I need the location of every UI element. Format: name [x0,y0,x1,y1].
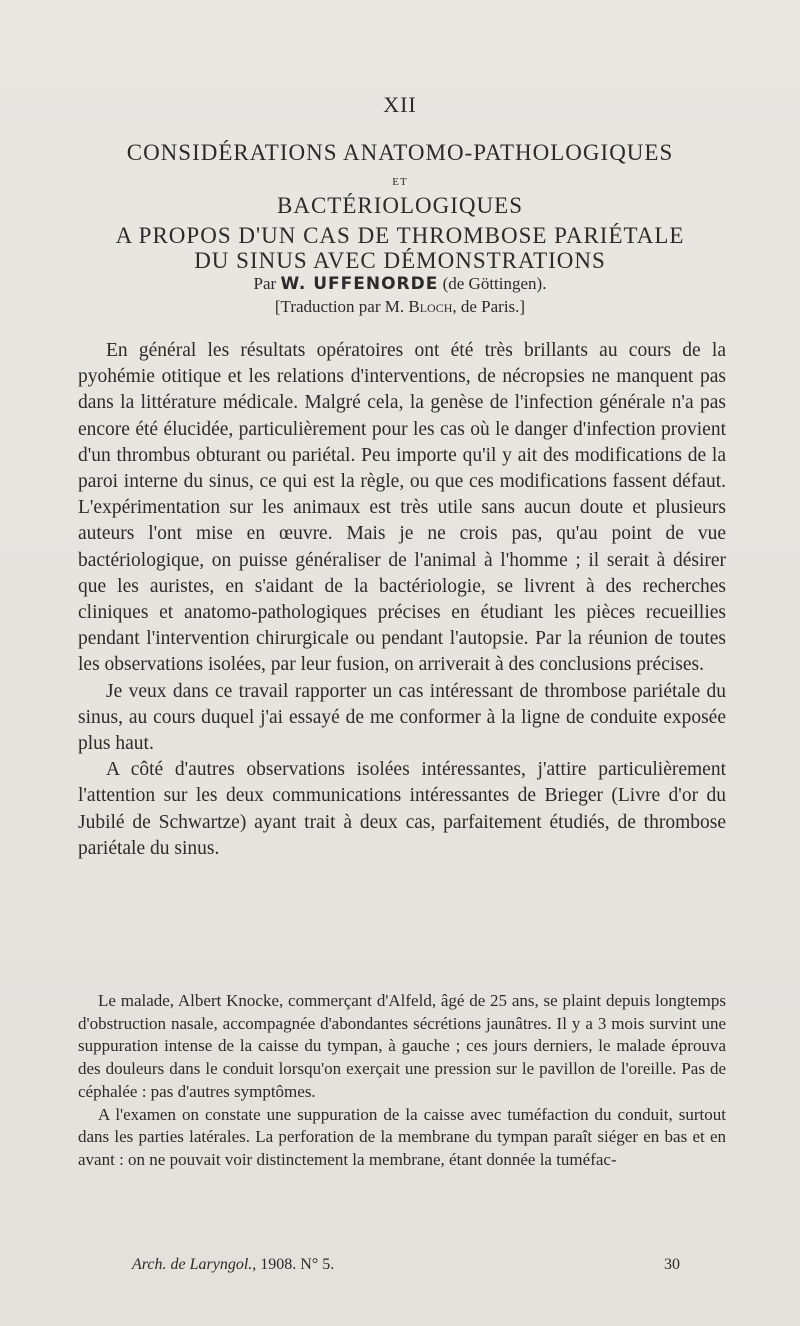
body-paragraph-1: En général les résultats opératoires ont été très brillants au cours de la pyohémie otitique et les relations d'interventions, de nécropsies ne manquent pas dans la littérature médicale. Malgré cela, la genèse de l'infection générale n'a pas encore été élucidée, particulièrement pour les cas où le danger d'infection provient d'un thrombus obturant ou pariétal. Peu importe qu'il y ait des modifications de la paroi interne du sinus, ce qui est la règle, ou que ces modifications fassent défaut. L'expérimentation sur les animaux est très utile sans aucun doute et plusieurs auteurs l'ont mise en œuvre. Mais je ne crois pas, qu'au point de vue bactériologique, on puisse généraliser de l'animal à l'homme ; il serait à désirer que les auristes, en s'aidant de la bactériologie, se livrent à des recherches cliniques et anatomo-pathologiques précises en étudiant les pièces recueillies pendant l'intervention chirurgicale ou pendant l'autopsie. Par la réunion de toutes les observations isolées, par leur fusion, on arriverait à des conclusions précises. [78,340,726,676]
title-line-1: CONSIDÉRATIONS ANATOMO-PATHOLOGIQUES [126,140,674,165]
journal-citation [132,1256,334,1274]
case-paragraph-1: Le malade, Albert Knocke, commerçant d'Alfeld, âgé de 25 ans, se plaint depuis longtemps d'obstruction nasale, accompagnée d'abondantes sécrétions jaunâtres. Il y a 3 mois survint une suppuration intense de la caisse du tympan, à gauche ; ces jours derniers, le malade éprouva des douleurs dans le conduit lorsqu'on exerçait une pression sur le pavillon de l'oreille. Pas de céphalée : pas d'autres symptômes. [78,991,726,1101]
byline [60,274,740,294]
title-line-4: DU SINUS AVEC DÉMONSTRATIONS [194,248,606,273]
title-conjunction: ET [392,176,408,188]
translation-credit [60,297,740,317]
body-text [78,338,726,862]
translation-suffix: , de Paris.] [452,297,526,316]
translator-name: Bloch [408,297,453,316]
journal-issue: , 1908. N° 5. [252,1256,335,1273]
author-affiliation: (de Göttingen). [442,274,547,293]
title-line-2: BACTÉRIOLOGIQUES [277,193,523,218]
body-paragraph-3: A côté d'autres observations isolées intéressantes, j'attire particulièrement l'attention sur les deux communications intéressantes de Brieger (Livre d'or du Jubilé de Schwartze) ayant trait à deux cas, parfaitement étudiés, de thrombose pariétale du sinus. [78,759,726,859]
journal-name: Arch. de Laryngol. [132,1256,253,1273]
body-paragraph-2: Je veux dans ce travail rapporter un cas intéressant de thrombose pariétale du sinus, au cours duquel j'ai essayé de me conformer à la ligne de conduite exposée plus haut. [78,680,726,755]
page-footer [132,1256,680,1274]
translation-prefix: [Traduction par M. [274,297,405,316]
title-line-3: A PROPOS D'UN CAS DE THROMBOSE PARIÉTALE [115,223,685,248]
author-name: W. UFFENORDE [280,274,439,294]
byline-prefix: Par [253,274,277,293]
case-report [78,990,726,1172]
chapter-number: XII [383,92,417,117]
case-paragraph-2: A l'examen on constate une suppuration de la caisse avec tuméfaction du conduit, surtout dans les parties latérales. La perforation de la membrane du tympan paraît siéger en bas et en avant : on ne pouvait voir distinctement la membrane, étant donnée la tuméfac- [78,1104,726,1169]
page-number: 30 [664,1256,680,1273]
